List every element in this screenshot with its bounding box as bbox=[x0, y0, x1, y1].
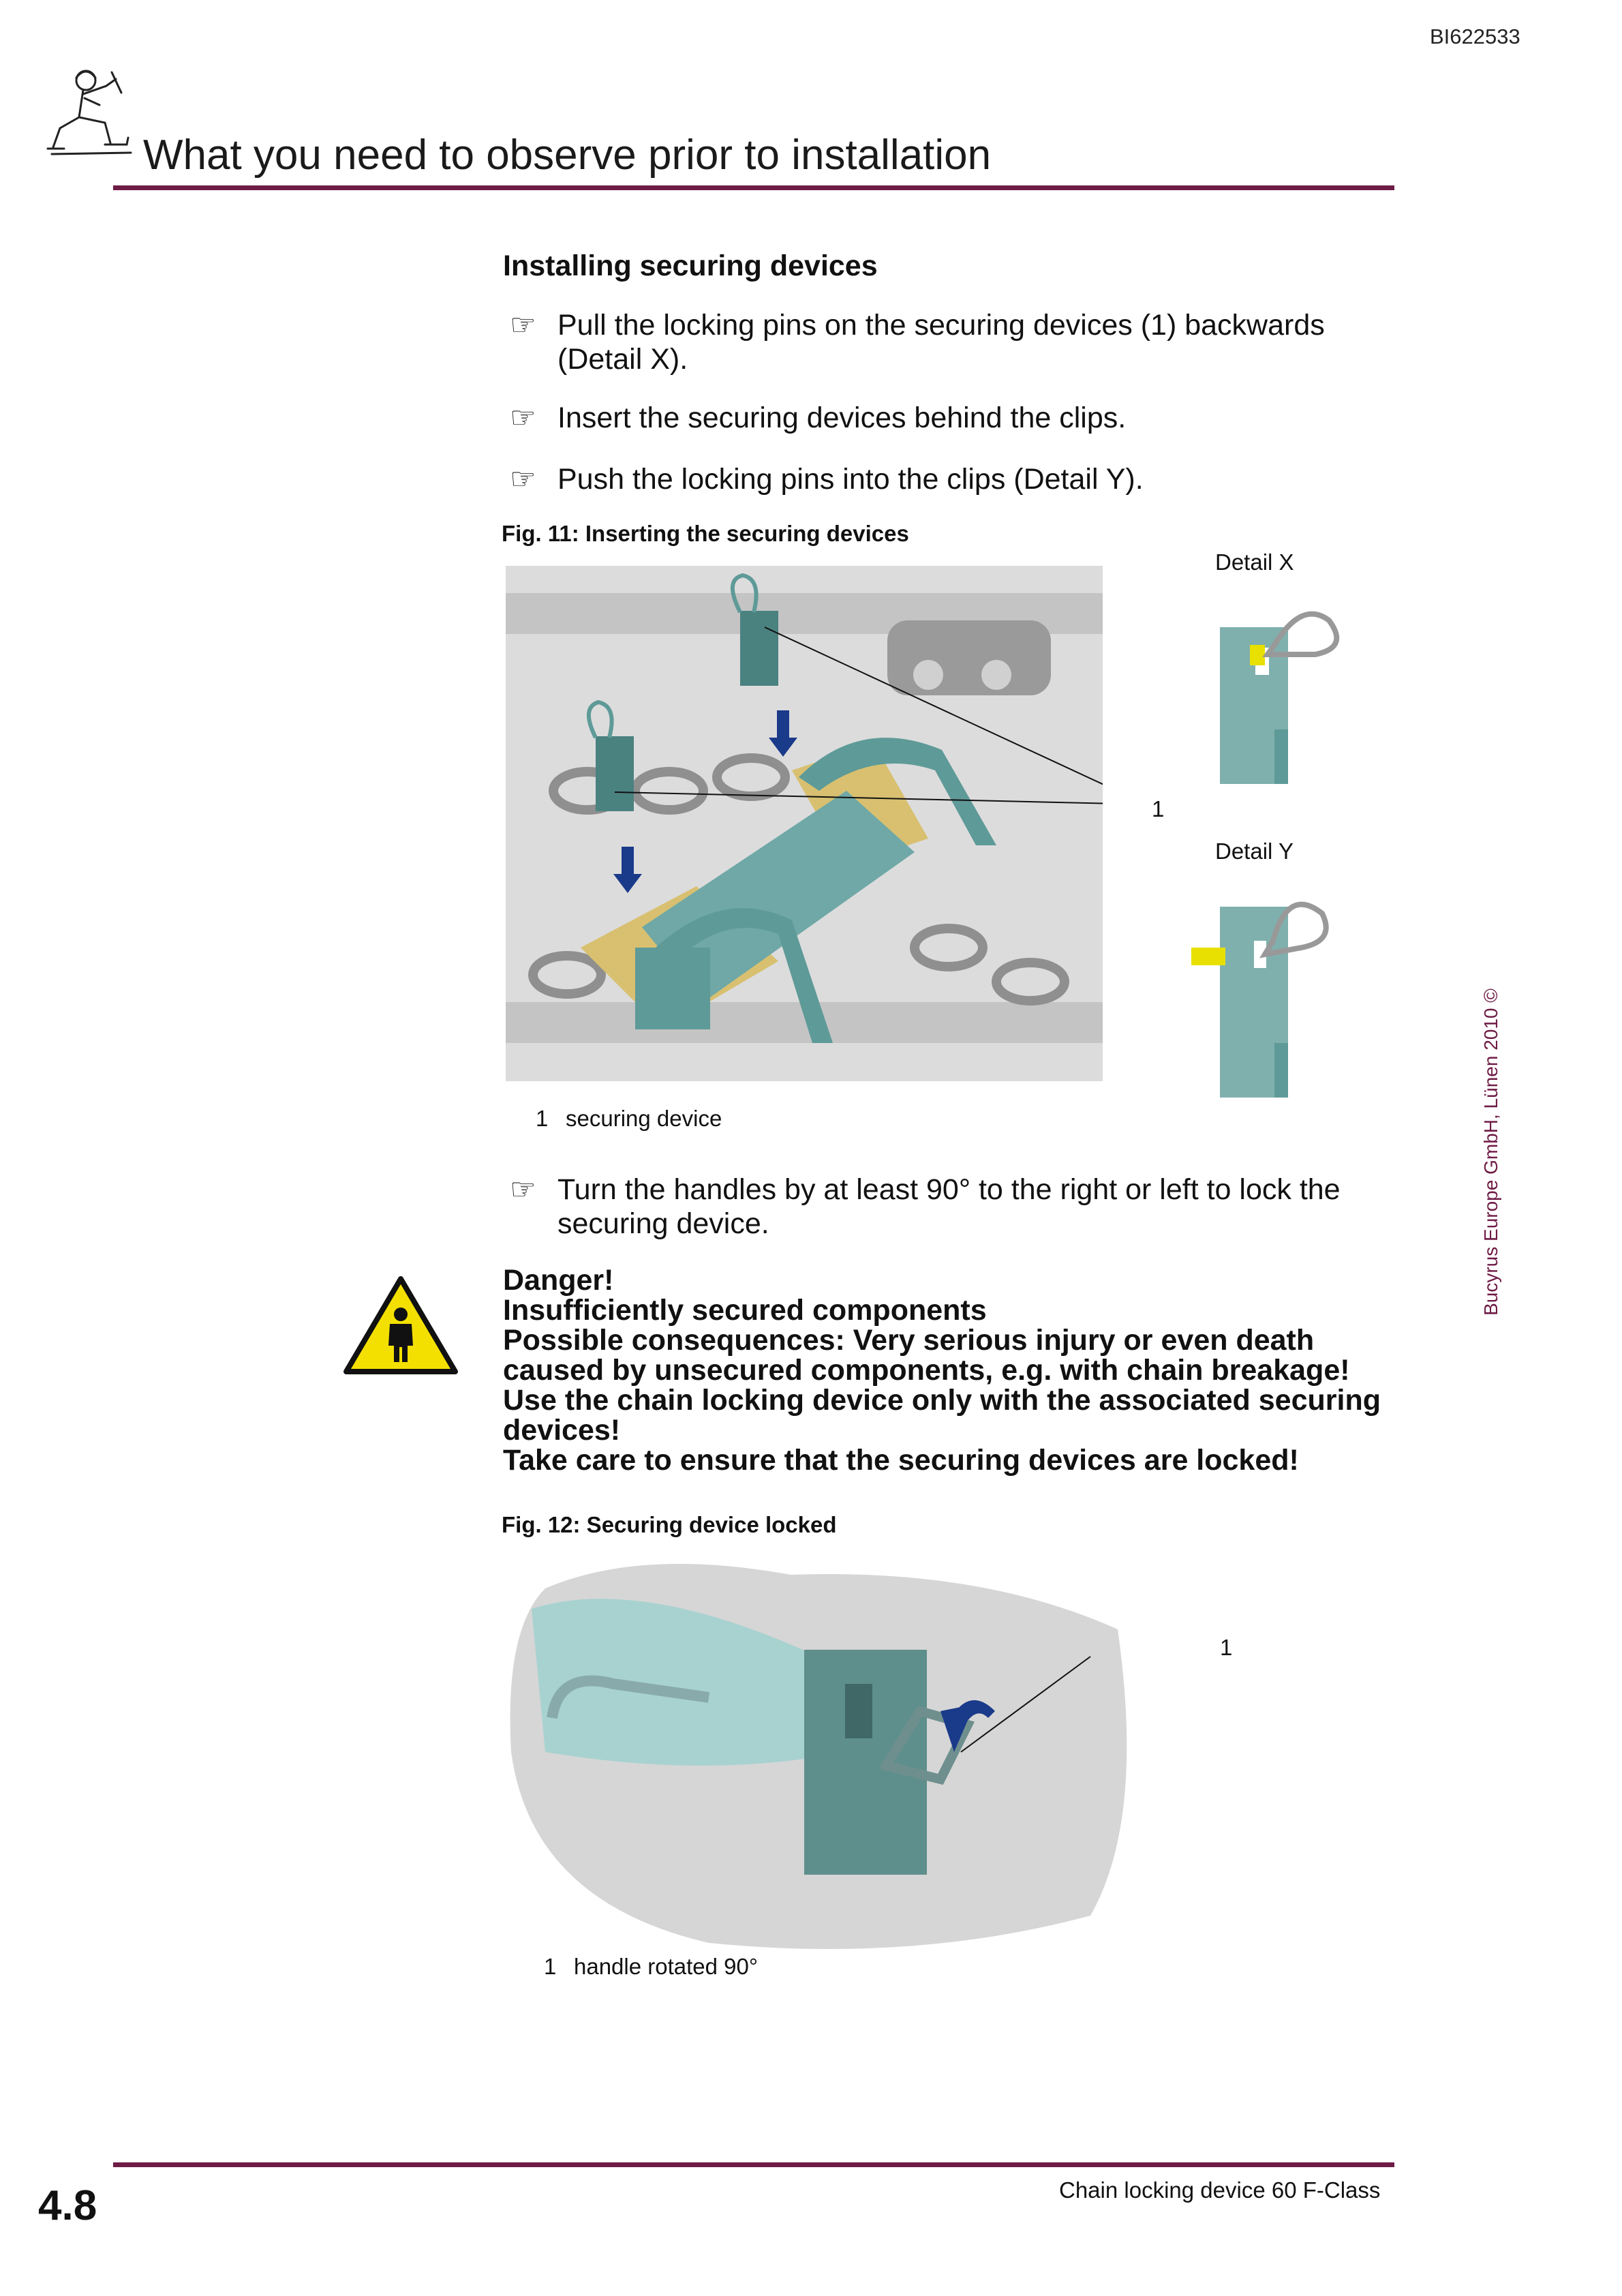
warning-line: Insufficiently secured components bbox=[503, 1294, 987, 1327]
danger-warning-text bbox=[503, 1265, 1409, 1475]
legend-number: 1 bbox=[536, 1106, 549, 1131]
detail-x-illustration bbox=[1206, 579, 1370, 798]
detail-y-label: Detail Y bbox=[1215, 839, 1294, 864]
figure-11-illustration bbox=[506, 566, 1103, 1081]
document-id: BI622533 bbox=[1430, 25, 1520, 48]
instruction-step bbox=[510, 401, 1396, 435]
page-number: 4.8 bbox=[38, 2182, 97, 2229]
instruction-step bbox=[510, 308, 1396, 376]
section-heading: Installing securing devices bbox=[503, 250, 878, 282]
instruction-step bbox=[510, 1173, 1396, 1241]
header-divider bbox=[113, 185, 1394, 190]
callout-number: 1 bbox=[1152, 796, 1165, 821]
footer-doc-title: Chain locking device 60 F-Class bbox=[1059, 2177, 1381, 2203]
page-title: What you need to observe prior to installation bbox=[143, 132, 992, 179]
legend-number: 1 bbox=[544, 1954, 557, 1979]
legend-text: handle rotated 90° bbox=[574, 1954, 759, 1979]
step-text: Insert the securing devices behind the clips. bbox=[557, 402, 1127, 434]
detail-y-illustration bbox=[1186, 886, 1349, 1104]
warning-line: Take care to ensure that the securing devices are locked! bbox=[503, 1444, 1299, 1477]
pointing-hand-icon: ☞ bbox=[510, 402, 536, 434]
detail-x-label: Detail X bbox=[1215, 549, 1294, 575]
danger-person-warning-icon bbox=[342, 1275, 459, 1376]
legend-text: securing device bbox=[566, 1106, 722, 1131]
figure-caption: Fig. 11: Inserting the securing devices bbox=[502, 521, 909, 546]
step-text: Turn the handles by at least 90° to the right or left to lock the securing device. bbox=[557, 1173, 1341, 1240]
warning-line: Danger! bbox=[503, 1264, 614, 1297]
copyright-text: Bucyrus Europe GmbH, Lünen 2010 © bbox=[1480, 988, 1501, 1316]
step-text: Push the locking pins into the clips (Detail Y). bbox=[557, 463, 1144, 496]
instruction-step bbox=[510, 462, 1396, 496]
warning-line: Use the chain locking device only with the associated securing devices! bbox=[503, 1384, 1381, 1447]
figure-legend bbox=[544, 1954, 758, 1980]
pointing-hand-icon: ☞ bbox=[510, 1173, 536, 1206]
figure-12-illustration bbox=[504, 1547, 1131, 1957]
pointing-hand-icon: ☞ bbox=[510, 463, 536, 496]
warning-line: Possible consequences: Very serious injury or even death caused by unsecured components, e.g. with chain breakage! bbox=[503, 1324, 1350, 1387]
footer-divider bbox=[113, 2162, 1394, 2167]
pointing-hand-icon: ☞ bbox=[510, 309, 536, 342]
callout-number: 1 bbox=[1220, 1635, 1233, 1660]
figure-caption: Fig. 12: Securing device locked bbox=[502, 1512, 837, 1537]
step-text: Pull the locking pins on the securing devices (1) backwards (Detail X). bbox=[557, 309, 1325, 376]
figure-legend bbox=[536, 1106, 722, 1132]
worker-with-tool-icon bbox=[45, 63, 140, 172]
copyright-note bbox=[1478, 988, 1505, 1316]
